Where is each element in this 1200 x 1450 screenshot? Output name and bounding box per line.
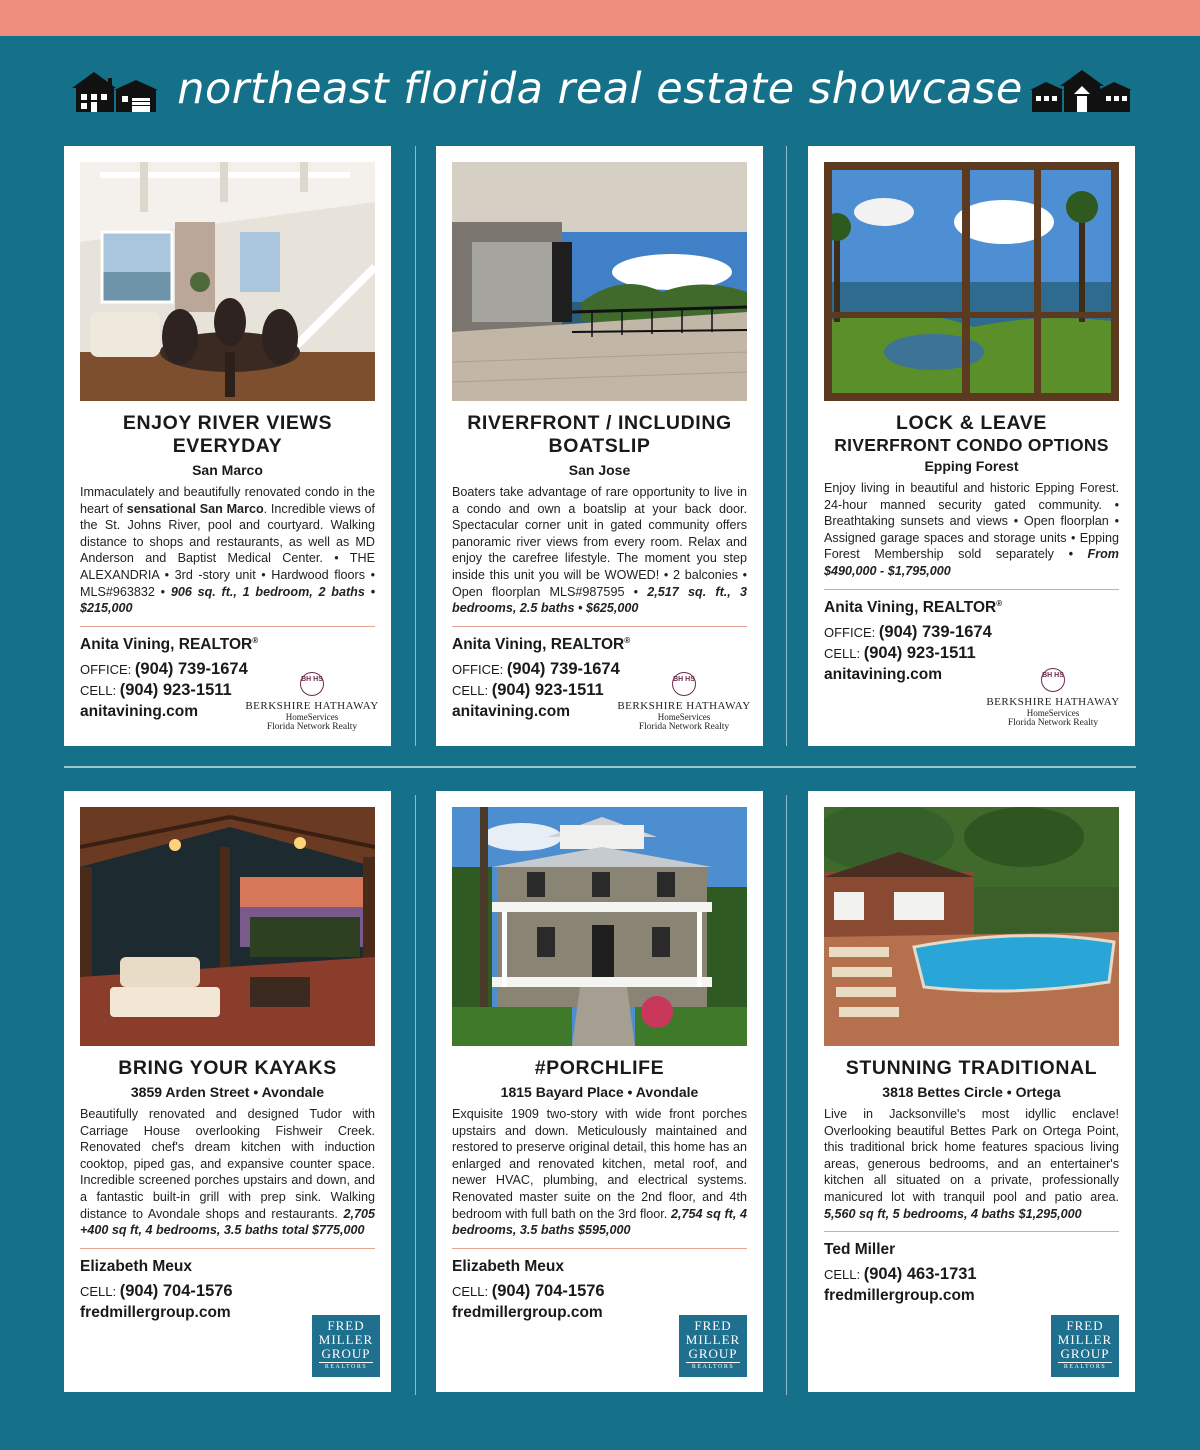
bhhs-seal-icon: BH HS xyxy=(300,672,324,696)
berkshire-hathaway-logo: BH HS BERKSHIRE HATHAWAY HomeServices Florida Network Realty xyxy=(242,672,382,732)
listing-title: BRING YOUR KAYAKS xyxy=(118,1057,337,1079)
listing-photo xyxy=(824,807,1119,1046)
website-link[interactable]: fredmillergroup.com xyxy=(824,1287,975,1305)
fred-miller-group-logo: FRED MILLER GROUP REALTORS xyxy=(679,1315,747,1377)
listing-location: San Marco xyxy=(192,462,263,478)
listing-card-bettes-circle xyxy=(808,791,1135,1392)
listing-location: 3818 Bettes Circle • Ortega xyxy=(882,1084,1061,1100)
listing-card-arden-street xyxy=(64,791,391,1392)
column-divider xyxy=(786,146,787,746)
listing-location: 3859 Arden Street • Avondale xyxy=(130,1084,325,1100)
page-title: northeast florida real estate showcase xyxy=(177,64,1023,114)
agent-name: Anita Vining, REALTOR® xyxy=(824,598,1003,616)
agent-name: Anita Vining, REALTOR® xyxy=(80,635,259,653)
listing-photo xyxy=(824,162,1119,401)
listing-title: ENJOY RIVER VIEWS EVERYDAY xyxy=(122,412,333,457)
agent-name: Ted Miller xyxy=(824,1241,896,1259)
divider xyxy=(80,1248,375,1249)
listing-specs: 2,754 sq ft, 4 bedrooms, 3.5 baths $595,000 xyxy=(452,1206,747,1238)
cell-phone[interactable]: CELL: (904) 923-1511 xyxy=(80,680,232,699)
listing-card-bayard-place xyxy=(436,791,763,1392)
agent-name: Elizabeth Meux xyxy=(452,1257,564,1275)
listing-description: Live in Jacksonville's most idyllic enclave! Overlooking beautiful Bettes Park on Ortega Point, this traditional brick home features spacious living areas, generous bedrooms, and an entertainer's kitchen all situated on a private, professionally manicured lot with tranquil pool and patio area. 5,560 sq ft, 5 bedrooms, 4 baths $1,295,000 xyxy=(824,1107,1119,1221)
listing-title: STUNNING TRADITIONAL xyxy=(845,1057,1098,1079)
cell-phone[interactable]: CELL: (904) 923-1511 xyxy=(824,643,976,662)
listing-location: Epping Forest xyxy=(924,458,1019,474)
cell-phone[interactable]: CELL: (904) 923-1511 xyxy=(452,680,604,699)
website-link[interactable]: anitavining.com xyxy=(824,665,942,683)
berkshire-hathaway-logo: BH HS BERKSHIRE HATHAWAY HomeServices Florida Network Realty xyxy=(614,672,754,732)
listing-specs: 906 sq. ft., 1 bedroom, 2 baths • $215,000 xyxy=(80,584,375,616)
divider xyxy=(452,1248,747,1249)
listing-title: #PORCHLIFE xyxy=(534,1057,665,1079)
website-link[interactable]: fredmillergroup.com xyxy=(452,1303,603,1321)
listing-specs: 5,560 sq ft, 5 bedrooms, 4 baths $1,295,000 xyxy=(824,1206,1082,1221)
listing-card-epping-forest xyxy=(808,146,1135,746)
listing-description: Immaculately and beautifully renovated condo in the heart of sensational San Marco. Incredible views of the St. Johns River, pool and courtyard. Walking distance to shops and restaurants, as well as MD Anderson and Baptist Medical Center. • THE ALEXANDRIA • 3rd -story unit • Hardwood floors • MLS#963832 • 906 sq. ft., 1 bedroom, 2 baths • $215,000 xyxy=(80,485,375,616)
cell-phone[interactable]: CELL: (904) 704-1576 xyxy=(80,1281,233,1300)
fred-miller-group-logo: FRED MILLER GROUP REALTORS xyxy=(312,1315,380,1377)
website-link[interactable]: anitavining.com xyxy=(452,702,570,720)
divider xyxy=(80,626,375,627)
divider xyxy=(824,1231,1119,1232)
office-phone[interactable]: OFFICE: (904) 739-1674 xyxy=(824,622,992,641)
listing-photo xyxy=(452,162,747,401)
listing-description: Exquisite 1909 two-story with wide front porches upstairs and down. Meticulously maintained and restored to preserve original detail, this home has an enlarged and renovated kitchen, metal roof, and newer HVAC, plumbing, and electrical systems. Renovated master suite on the 2nd floor, and 4th bedroom with full bath on the 3rd floor. 2,754 sq ft, 4 bedrooms, 3.5 baths $595,000 xyxy=(452,1107,747,1238)
page-header xyxy=(0,36,1200,146)
fred-miller-group-logo: FRED MILLER GROUP REALTORS xyxy=(1051,1315,1119,1377)
agent-name: Anita Vining, REALTOR® xyxy=(452,635,631,653)
listing-photo xyxy=(80,807,375,1046)
listing-location: 1815 Bayard Place • Avondale xyxy=(500,1084,699,1100)
website-link[interactable]: fredmillergroup.com xyxy=(80,1303,231,1321)
listing-specs: 2,517 sq. ft., 3 bedrooms, 2.5 baths • $625,000 xyxy=(452,584,747,616)
office-phone[interactable]: OFFICE: (904) 739-1674 xyxy=(452,659,620,678)
bhhs-seal-icon: BH HS xyxy=(672,672,696,696)
cell-phone[interactable]: CELL: (904) 704-1576 xyxy=(452,1281,605,1300)
listing-location: San Jose xyxy=(568,462,631,478)
listing-photo xyxy=(452,807,747,1046)
column-divider xyxy=(415,146,416,746)
office-phone[interactable]: OFFICE: (904) 739-1674 xyxy=(80,659,248,678)
divider xyxy=(452,626,747,627)
top-color-band xyxy=(0,0,1200,36)
website-link[interactable]: anitavining.com xyxy=(80,702,198,720)
listing-photo xyxy=(80,162,375,401)
listing-description: Enjoy living in beautiful and historic Epping Forest. 24-hour manned security gated community. • Breathtaking sunsets and views • Open floorplan • Assigned garage spaces and storage units • Epping Forest Membership sold separately • From $490,000 - $1,795,000 xyxy=(824,481,1119,578)
divider xyxy=(824,589,1119,590)
agent-name: Elizabeth Meux xyxy=(80,1257,192,1275)
listing-title: RIVERFRONT / INCLUDING BOATSLIP xyxy=(467,412,732,457)
bhhs-seal-icon: BH HS xyxy=(1041,668,1065,692)
listing-specs: • From $490,000 - $1,795,000 xyxy=(824,547,1119,578)
cell-phone[interactable]: CELL: (904) 463-1731 xyxy=(824,1265,977,1284)
listing-specs: 2,705 +400 sq ft, 4 bedrooms, 3.5 baths total $775,000 xyxy=(80,1206,375,1238)
column-divider xyxy=(786,795,787,1395)
house-icon-right xyxy=(1030,70,1132,114)
row-divider xyxy=(64,766,1136,768)
listing-description: Boaters take advantage of rare opportunity to live in a condo and own a boatslip at your back door. Spectacular corner unit in gated community offers panoramic river views from every room. Relax and enjoy the carefree lifestyle. The moment you step inside this unit you will be WOWED! • 2 balconies • Open floorplan MLS#987595 • 2,517 sq. ft., 3 bedrooms, 2.5 baths • $625,000 xyxy=(452,485,747,616)
listing-card-san-jose xyxy=(436,146,763,746)
listing-subtitle: RIVERFRONT CONDO OPTIONS xyxy=(834,435,1109,455)
listing-card-san-marco xyxy=(64,146,391,746)
listing-title: LOCK & LEAVE xyxy=(896,412,1047,434)
house-icon-left xyxy=(68,70,160,114)
column-divider xyxy=(415,795,416,1395)
listing-description: Beautifully renovated and designed Tudor with Carriage House overlooking Fishweir Creek. Renovated chef's dream kitchen with induction cooktop, piped gas, and expansive counter space. Incredible screened porches upstairs and down, and a fantastic built-in grill with prep sink. Walking distance to Avondale shops and restaurants. 2,705 +400 sq ft, 4 bedrooms, 3.5 baths total $775,000 xyxy=(80,1107,375,1238)
berkshire-hathaway-logo: BH HS BERKSHIRE HATHAWAY HomeServices Florida Network Realty xyxy=(983,668,1123,728)
